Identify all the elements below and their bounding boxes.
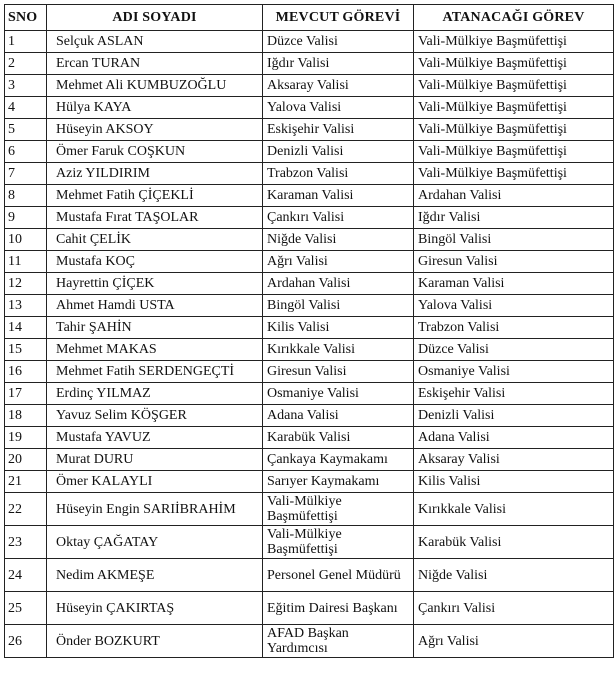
row-name: Cahit ÇELİK: [47, 229, 263, 251]
row-sno: 18: [5, 405, 47, 427]
header-assigned-position: ATANACAĞI GÖREV: [414, 5, 614, 31]
row-sno: 21: [5, 471, 47, 493]
row-current-position: Niğde Valisi: [263, 229, 414, 251]
row-current-position: Karaman Valisi: [263, 185, 414, 207]
row-name: Ercan TURAN: [47, 53, 263, 75]
row-sno: 22: [5, 493, 47, 526]
row-sno: 11: [5, 251, 47, 273]
table-row: [5, 119, 614, 141]
row-assigned-position: Vali-Mülkiye Başmüfettişi: [414, 163, 614, 185]
row-name: Hayrettin ÇİÇEK: [47, 273, 263, 295]
row-sno: 2: [5, 53, 47, 75]
row-assigned-position: Kilis Valisi: [414, 471, 614, 493]
row-sno: 12: [5, 273, 47, 295]
table-row: [5, 427, 614, 449]
header-name: ADI SOYADI: [47, 5, 263, 31]
row-current-position: Çankırı Valisi: [263, 207, 414, 229]
row-sno: 19: [5, 427, 47, 449]
row-sno: 1: [5, 31, 47, 53]
row-name: Yavuz Selim KÖŞGER: [47, 405, 263, 427]
row-assigned-position: Aksaray Valisi: [414, 449, 614, 471]
table-row: [5, 207, 614, 229]
row-name: Oktay ÇAĞATAY: [47, 526, 263, 559]
row-current-position: Personel Genel Müdürü: [263, 559, 414, 592]
table-row: [5, 31, 614, 53]
table-row: [5, 339, 614, 361]
table-row: [5, 625, 614, 658]
row-current-position: Ağrı Valisi: [263, 251, 414, 273]
row-name: Hüseyin AKSOY: [47, 119, 263, 141]
row-assigned-position: Karaman Valisi: [414, 273, 614, 295]
row-sno: 24: [5, 559, 47, 592]
row-name: Nedim AKMEŞE: [47, 559, 263, 592]
header-row: [5, 5, 614, 31]
table-row: [5, 493, 614, 526]
row-name: Mehmet Ali KUMBUZOĞLU: [47, 75, 263, 97]
row-sno: 6: [5, 141, 47, 163]
row-assigned-position: Vali-Mülkiye Başmüfettişi: [414, 141, 614, 163]
row-name: Mustafa Fırat TAŞOLAR: [47, 207, 263, 229]
row-current-position: Eskişehir Valisi: [263, 119, 414, 141]
row-name: Mehmet Fatih ÇİÇEKLİ: [47, 185, 263, 207]
row-assigned-position: Ağrı Valisi: [414, 625, 614, 658]
row-current-position: Osmaniye Valisi: [263, 383, 414, 405]
table-row: [5, 526, 614, 559]
table-row: [5, 317, 614, 339]
row-name: Hüseyin Engin SARIİBRAHİM: [47, 493, 263, 526]
row-sno: 23: [5, 526, 47, 559]
row-sno: 8: [5, 185, 47, 207]
table-row: [5, 97, 614, 119]
row-assigned-position: Osmaniye Valisi: [414, 361, 614, 383]
row-current-position: Kilis Valisi: [263, 317, 414, 339]
row-current-position: Trabzon Valisi: [263, 163, 414, 185]
row-name: Selçuk ASLAN: [47, 31, 263, 53]
table-row: [5, 592, 614, 625]
row-sno: 25: [5, 592, 47, 625]
row-assigned-position: Iğdır Valisi: [414, 207, 614, 229]
row-assigned-position: Çankırı Valisi: [414, 592, 614, 625]
table-row: [5, 163, 614, 185]
row-current-position: Vali-Mülkiye Başmüfettişi: [263, 493, 414, 526]
row-assigned-position: Kırıkkale Valisi: [414, 493, 614, 526]
row-sno: 10: [5, 229, 47, 251]
row-current-position: Yalova Valisi: [263, 97, 414, 119]
row-name: Hüseyin ÇAKIRTAŞ: [47, 592, 263, 625]
table-row: [5, 141, 614, 163]
row-name: Ömer KALAYLI: [47, 471, 263, 493]
row-assigned-position: Vali-Mülkiye Başmüfettişi: [414, 53, 614, 75]
row-assigned-position: Adana Valisi: [414, 427, 614, 449]
row-sno: 7: [5, 163, 47, 185]
row-name: Aziz YILDIRIM: [47, 163, 263, 185]
row-assigned-position: Ardahan Valisi: [414, 185, 614, 207]
row-sno: 26: [5, 625, 47, 658]
row-current-position: Bingöl Valisi: [263, 295, 414, 317]
row-name: Murat DURU: [47, 449, 263, 471]
row-assigned-position: Karabük Valisi: [414, 526, 614, 559]
row-current-position: Sarıyer Kaymakamı: [263, 471, 414, 493]
row-sno: 5: [5, 119, 47, 141]
row-sno: 15: [5, 339, 47, 361]
row-assigned-position: Trabzon Valisi: [414, 317, 614, 339]
row-current-position: Kırıkkale Valisi: [263, 339, 414, 361]
row-sno: 4: [5, 97, 47, 119]
header-sno: SNO: [5, 5, 47, 31]
row-current-position: Ardahan Valisi: [263, 273, 414, 295]
table-row: [5, 559, 614, 592]
row-assigned-position: Vali-Mülkiye Başmüfettişi: [414, 119, 614, 141]
row-sno: 14: [5, 317, 47, 339]
row-sno: 17: [5, 383, 47, 405]
row-assigned-position: Niğde Valisi: [414, 559, 614, 592]
row-name: Mustafa YAVUZ: [47, 427, 263, 449]
table-row: [5, 185, 614, 207]
row-current-position: Giresun Valisi: [263, 361, 414, 383]
table-row: [5, 251, 614, 273]
row-name: Mustafa KOÇ: [47, 251, 263, 273]
table-row: [5, 273, 614, 295]
header-current-position: MEVCUT GÖREVİ: [263, 5, 414, 31]
table-row: [5, 471, 614, 493]
row-current-position: Aksaray Valisi: [263, 75, 414, 97]
row-assigned-position: Eskişehir Valisi: [414, 383, 614, 405]
appointments-table: [4, 4, 614, 658]
row-sno: 16: [5, 361, 47, 383]
table-row: [5, 361, 614, 383]
row-assigned-position: Vali-Mülkiye Başmüfettişi: [414, 75, 614, 97]
row-name: Tahir ŞAHİN: [47, 317, 263, 339]
row-sno: 3: [5, 75, 47, 97]
row-name: Hülya KAYA: [47, 97, 263, 119]
table-row: [5, 75, 614, 97]
row-assigned-position: Denizli Valisi: [414, 405, 614, 427]
table-row: [5, 383, 614, 405]
row-current-position: Eğitim Dairesi Başkanı: [263, 592, 414, 625]
row-current-position: Adana Valisi: [263, 405, 414, 427]
row-assigned-position: Bingöl Valisi: [414, 229, 614, 251]
row-name: Ahmet Hamdi USTA: [47, 295, 263, 317]
row-name: Erdinç YILMAZ: [47, 383, 263, 405]
table-row: [5, 405, 614, 427]
row-current-position: Düzce Valisi: [263, 31, 414, 53]
row-assigned-position: Vali-Mülkiye Başmüfettişi: [414, 31, 614, 53]
row-sno: 9: [5, 207, 47, 229]
row-sno: 13: [5, 295, 47, 317]
row-name: Mehmet Fatih SERDENGEÇTİ: [47, 361, 263, 383]
row-name: Ömer Faruk COŞKUN: [47, 141, 263, 163]
table-row: [5, 229, 614, 251]
row-current-position: Karabük Valisi: [263, 427, 414, 449]
row-current-position: AFAD Başkan Yardımcısı: [263, 625, 414, 658]
row-sno: 20: [5, 449, 47, 471]
table-row: [5, 295, 614, 317]
row-current-position: Denizli Valisi: [263, 141, 414, 163]
row-current-position: Iğdır Valisi: [263, 53, 414, 75]
table-row: [5, 449, 614, 471]
row-name: Mehmet MAKAS: [47, 339, 263, 361]
row-current-position: Vali-Mülkiye Başmüfettişi: [263, 526, 414, 559]
row-assigned-position: Giresun Valisi: [414, 251, 614, 273]
row-assigned-position: Yalova Valisi: [414, 295, 614, 317]
row-name: Önder BOZKURT: [47, 625, 263, 658]
row-assigned-position: Düzce Valisi: [414, 339, 614, 361]
row-assigned-position: Vali-Mülkiye Başmüfettişi: [414, 97, 614, 119]
row-current-position: Çankaya Kaymakamı: [263, 449, 414, 471]
table-row: [5, 53, 614, 75]
